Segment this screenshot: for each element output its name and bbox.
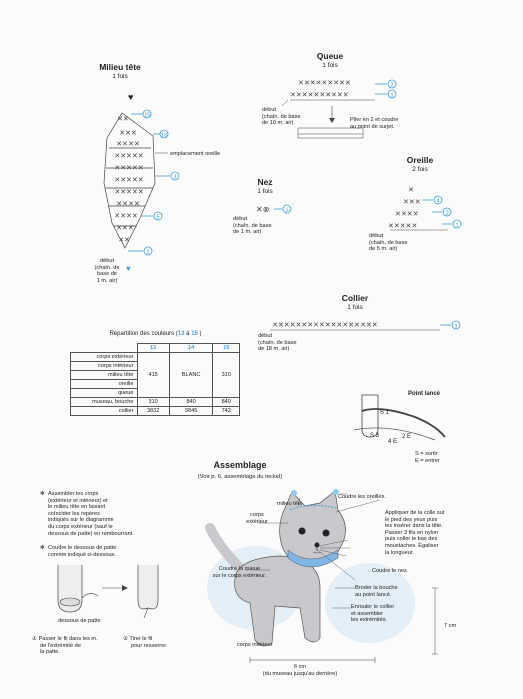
- ear-title: Oreille: [406, 155, 434, 165]
- svg-text:2: 2: [445, 210, 449, 217]
- tail-start-note: début (chaîn. de base de 10 m. air): [262, 107, 301, 127]
- stitch-legend: S = sortir E = entrer: [415, 451, 440, 464]
- label-collier: Enrouler le collier et assembler les extrémités.: [351, 604, 395, 624]
- svg-text:✕✕✕✕✕: ✕✕✕✕✕: [114, 189, 144, 196]
- table-row: queue: [71, 389, 240, 398]
- svg-text:✕✕✕✕✕: ✕✕✕✕✕: [388, 223, 418, 230]
- blue-heart-icon: ♥: [126, 264, 131, 273]
- color-table: [70, 343, 240, 416]
- label-milieu-tete: milieu tête: [277, 501, 303, 507]
- table-row: milieu tête: [71, 371, 240, 380]
- paw-step1: ① Passer le fil dans les m. de l'extrémité de la patte.: [32, 636, 98, 656]
- svg-text:3: 3: [173, 174, 177, 181]
- label-corps-interieur: corps intérieur: [237, 642, 273, 648]
- stitch-title: Point lancé: [408, 391, 441, 397]
- label-bouche: Broder la bouche au point lancé.: [355, 585, 398, 598]
- svg-text:1: 1: [146, 249, 150, 256]
- svg-text:✕✕✕✕✕✕✕✕✕✕: ✕✕✕✕✕✕✕✕✕✕: [290, 92, 349, 99]
- assembly-step2-icon: ✻: [40, 545, 45, 551]
- svg-text:✕✕✕✕✕: ✕✕✕✕✕: [114, 165, 144, 172]
- svg-text:4: 4: [436, 198, 440, 205]
- nose-start-note: début (chaîn. de base de 1 m. air): [233, 216, 272, 236]
- svg-text:✕✕✕: ✕✕✕: [116, 225, 134, 232]
- label-nez: Coudre le nez.: [372, 568, 409, 574]
- svg-text:2 E: 2 E: [402, 434, 412, 440]
- svg-text:✕: ✕: [408, 187, 414, 194]
- svg-text:1: 1: [390, 92, 394, 99]
- assembly-step1: Assembler les corps (extérieur et intérieur) et le milieu tête en faisant coïncider les repères indiqués sur le diagramme du corps extérieur (sauf le dessous de patte) en rembourrant.: [48, 491, 134, 537]
- table-header-row: 13 14 15: [71, 344, 240, 353]
- paw-bottom-label: dessous de patte: [58, 618, 101, 624]
- label-queue: Coudre la queue sur le corps extérieur.: [212, 566, 267, 579]
- collar-start-note: début (chaîn. de base de 18 m. air): [258, 333, 297, 353]
- table-row: corps intérieur: [71, 362, 240, 371]
- svg-text:1: 1: [285, 207, 289, 214]
- collar-count: 1 fois: [347, 304, 363, 311]
- svg-text:✕✕✕✕✕✕✕✕✕: ✕✕✕✕✕✕✕✕✕: [298, 80, 351, 87]
- svg-text:✕✕✕✕✕: ✕✕✕✕✕: [114, 153, 144, 160]
- collar-diagram: [262, 312, 467, 334]
- collar-title: Collier: [341, 293, 369, 303]
- width-label: 6 cm (du museau jusqu'au derrière): [262, 664, 338, 677]
- svg-text:5: 5: [156, 214, 160, 221]
- svg-text:✕✕✕✕: ✕✕✕✕: [114, 213, 138, 220]
- ear-diagram: [370, 178, 470, 240]
- table-row: museau, bouche 310 840 840: [71, 398, 240, 407]
- svg-text:S 3: S 3: [370, 433, 380, 439]
- height-label: 7 cm: [444, 623, 457, 629]
- svg-text:✕✕✕✕: ✕✕✕✕: [116, 141, 140, 148]
- paw-step2: ② Tirer le fil pour resserrer.: [123, 636, 168, 649]
- head-diagram: [95, 88, 190, 278]
- head-start-note: début (chaîn. de base de 1 m. air): [94, 258, 120, 284]
- label-corps-exterieur: corps extérieur: [246, 512, 268, 525]
- table-row: oreille: [71, 380, 240, 389]
- label-coudre-oreilles: Coudre les oreilles.: [338, 494, 386, 500]
- svg-text:✕✕: ✕✕: [118, 237, 130, 244]
- assembly-step1-icon: ✻: [40, 491, 45, 497]
- svg-text:✕✕: ✕✕: [117, 116, 129, 123]
- tail-count: 1 fois: [322, 62, 338, 69]
- svg-text:13: 13: [160, 132, 168, 139]
- assembly-step2: Coudre le dessous de patte comme indiqué ci-dessous.: [48, 545, 117, 558]
- tail-fold-note: Plier en 2 et coudre au point de surjet.: [350, 117, 399, 130]
- svg-text:✕✕✕✕: ✕✕✕✕: [116, 201, 140, 208]
- svg-text:1: 1: [454, 323, 458, 330]
- stitch-diagram: [340, 385, 460, 450]
- label-colle: Appliquer de la colle sur le pied des yeux puis les insérer dans la tête. Passer 3 fils en nylon puis coller le bas des moustaches. Égaliser la longueur.: [385, 510, 445, 556]
- color-table-title: Répartition des couleurs (13 à 15 ): [109, 331, 202, 337]
- svg-text:✕⊗: ✕⊗: [256, 205, 270, 214]
- svg-text:15: 15: [143, 112, 151, 119]
- nose-count: 1 fois: [257, 188, 273, 195]
- head-title: Milieu tête: [99, 62, 141, 72]
- nose-title: Nez: [257, 177, 273, 187]
- svg-text:✕✕✕: ✕✕✕: [119, 130, 137, 137]
- svg-text:2: 2: [390, 82, 394, 89]
- table-row: corps extérieur 415 BLANC 310: [71, 353, 240, 362]
- svg-text:✕✕✕: ✕✕✕: [403, 199, 421, 206]
- head-ear-placement: emplacement oreille: [170, 151, 221, 157]
- head-count: 1 fois: [112, 73, 128, 80]
- svg-text:✕✕✕✕✕✕✕✕✕✕✕✕✕✕✕✕✕✕: ✕✕✕✕✕✕✕✕✕✕✕✕✕✕✕✕✕✕: [272, 322, 378, 329]
- svg-text:S 1: S 1: [380, 410, 390, 416]
- ear-start-note: début (chaîn. de base de 5 m. air): [369, 233, 408, 253]
- svg-text:1: 1: [455, 222, 459, 229]
- assembly-title: Assemblage: [213, 460, 267, 470]
- svg-text:4 E: 4 E: [388, 439, 398, 445]
- tail-title: Queue: [316, 51, 344, 61]
- heart-icon: ♥: [128, 92, 134, 102]
- ear-count: 2 fois: [412, 166, 428, 173]
- table-row: collier 3832 3845 742: [71, 407, 240, 416]
- svg-text:✕✕✕✕✕: ✕✕✕✕✕: [114, 177, 144, 184]
- svg-text:✕✕✕✕: ✕✕✕✕: [395, 211, 419, 218]
- assembly-subtitle: (Voir p. 6, assemblage du teckel): [197, 474, 283, 480]
